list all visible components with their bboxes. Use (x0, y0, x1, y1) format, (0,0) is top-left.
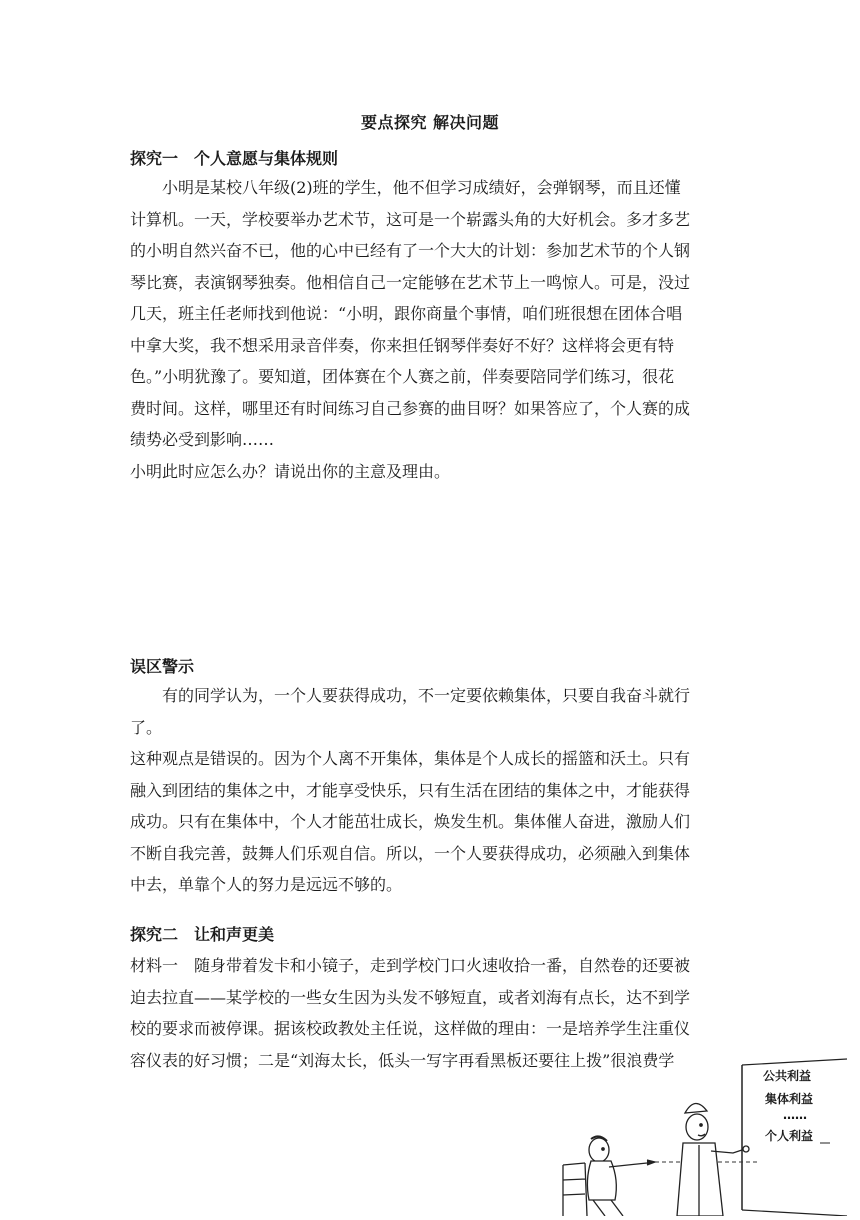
label-collective-interest: 集体利益 (765, 1092, 814, 1106)
story-line: 几天，班主任老师找到他说：“小明，跟你商量个事情，咱们班很想在团体合唱 (130, 304, 683, 323)
teacher-figure (677, 1103, 749, 1216)
mistake-body (130, 680, 730, 901)
section2-heading: 探究二 让和声更美 (130, 925, 275, 944)
claim-line: 有的同学认为，一个人要获得成功，不一定要依赖集体，只要自我奋斗就行 (162, 686, 691, 705)
mistake-heading: 误区警示 (130, 657, 195, 676)
cartoon-illustration (555, 1055, 855, 1216)
rebuttal-line: 这种观点是错误的。因为个人离不开集体，集体是个人成长的摇篮和沃土。只有 (130, 749, 691, 768)
rebuttal-line: 融入到团结的集体之中，才能享受快乐，只有生活在团结的集体之中，才能获得 (130, 780, 691, 800)
story-line: 计算机。一天，学校要举办艺术节，这可是一个崭露头角的大好机会。多才多艺 (130, 209, 691, 229)
student-figure (563, 1136, 655, 1216)
story-line: 小明是某校八年级(2)班的学生，他不但学习成绩好，会弹钢琴，而且还懂 (162, 178, 681, 197)
material-line: 校的要求而被停课。据该校政教处主任说，这样做的理由：一是培养学生注重仪 (130, 1019, 691, 1038)
claim-line: 了。 (130, 717, 163, 737)
label-public-interest: 公共利益 (763, 1069, 812, 1083)
story-line: 琴比赛，表演钢琴独奏。他相信自己一定能够在艺术节上一鸣惊人。可是，没过 (130, 272, 691, 292)
label-personal-interest: 个人利益 (765, 1129, 814, 1143)
material-line: 材料一 随身带着发卡和小镜子，走到学校门口火速收拾一番，自然卷的还要被 (130, 956, 691, 975)
story-line: 的小明自然兴奋不已，他的心中已经有了一个大大的计划：参加艺术节的个人钢 (130, 241, 691, 260)
material-line: 容仪表的好习惯；二是“刘海太长，低头一写字再看黑板还要往上拨”很浪费学 (130, 1050, 675, 1070)
section1-question: 小明此时应怎么办？请说出你的主意及理由。 (130, 461, 451, 481)
page-title: 要点探究 解决问题 (360, 113, 500, 132)
story-line: 色。”小明犹豫了。要知道，团体赛在个人赛之前，伴奏要陪同学们练习，很花 (130, 367, 675, 386)
rebuttal-line: 不断自我完善，鼓舞人们乐观自信。所以，一个人要获得成功，必须融入到集体 (130, 843, 691, 863)
rebuttal-line: 中去，单靠个人的努力是远远不够的。 (130, 875, 403, 894)
rebuttal-line: 成功。只有在集体中，个人才能茁壮成长，焕发生机。集体催人奋进，激励人们 (130, 812, 691, 831)
section1-story (130, 172, 730, 487)
story-line: 费时间。这样，哪里还有时间练习自己参赛的曲目呀？如果答应了，个人赛的成 (130, 398, 691, 418)
story-line: 绩势必受到影响…… (130, 430, 275, 449)
section1-heading: 探究一 个人意愿与集体规则 (130, 149, 339, 168)
label-ellipsis: …… (783, 1108, 807, 1122)
story-line: 中拿大奖，我不想采用录音伴奏，你来担任钢琴伴奏好不好？这样将会更有特 (130, 335, 675, 355)
material-line: 迫去拉直——某学校的一些女生因为头发不够短直，或者刘海有点长，达不到学 (130, 987, 691, 1007)
